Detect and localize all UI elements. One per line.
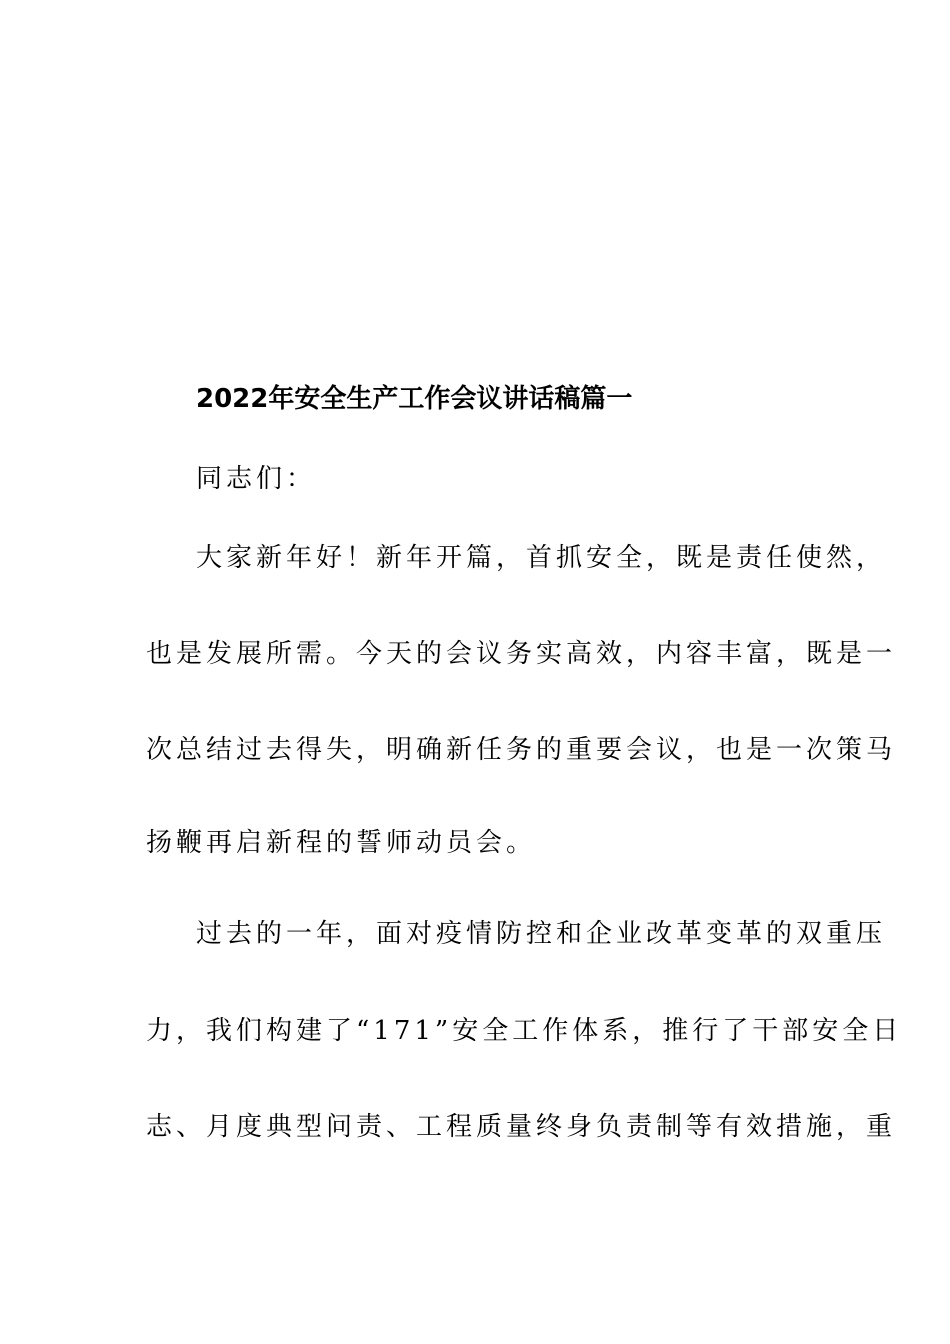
salutation: 同志们：: [196, 464, 317, 494]
paragraph-line: 扬鞭再启新程的誓师动员会。: [146, 828, 537, 858]
paragraph-line: 也是发展所需。今天的会议务实高效，内容丰富，既是一: [146, 639, 897, 669]
section-heading: 2022年安全生产工作会议讲话稿篇一: [196, 384, 633, 414]
paragraph-line: 次总结过去得失，明确新任务的重要会议，也是一次策马: [146, 735, 897, 765]
paragraph-line: 过去的一年，面对疫情防控和企业改革变革的双重压: [196, 919, 887, 949]
paragraph-line: 志、月度典型问责、工程质量终身负责制等有效措施，重: [146, 1112, 897, 1142]
paragraph-line: 力，我们构建了“171”安全工作体系，推行了干部安全日: [146, 1016, 903, 1046]
paragraph-line: 大家新年好！新年开篇，首抓安全，既是责任使然，: [196, 543, 887, 573]
